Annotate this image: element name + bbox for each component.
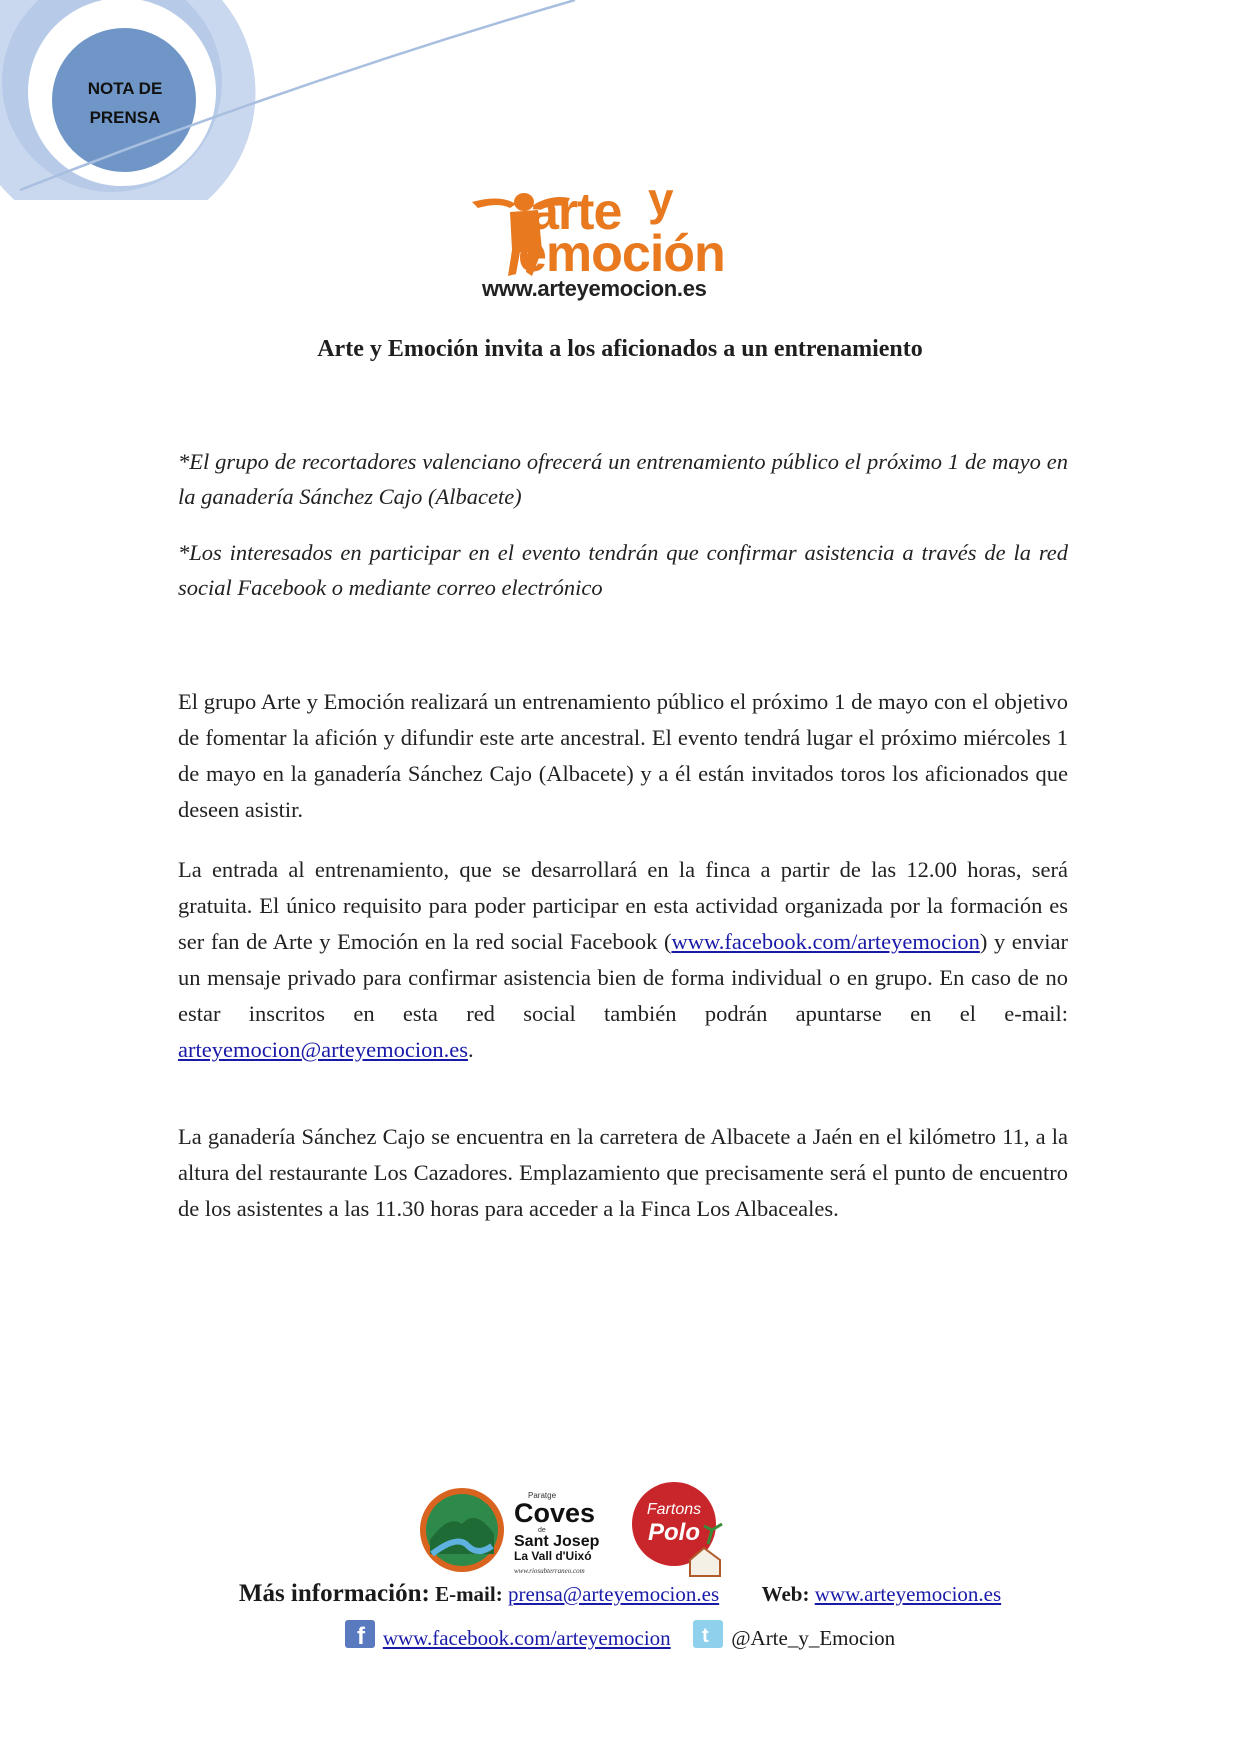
paragraph-2 <box>178 852 1068 1068</box>
fartons-line-1: Fartons <box>646 1501 702 1518</box>
logo-url: www.arteyemocion.es <box>482 276 707 301</box>
coves-place: La Vall d'Uixó <box>514 1549 592 1563</box>
press-release-badge <box>60 74 190 132</box>
paragraph-2-text-b: ) y enviar un mensaje privado para confirmar asistencia bien de forma individual o en grupo. En caso de no estar inscritos en esta red social también podrán apuntarse en el e-mail: <box>178 929 1068 1026</box>
logo-word-y: y <box>648 173 674 225</box>
coves-name-2: Sant Josep <box>514 1533 600 1550</box>
subtitle-1: *El grupo de recortadores valenciano ofrecerá un entrenamiento público el próximo 1 de mayo en la ganadería Sánchez Cajo (Albacete) <box>178 449 1068 509</box>
twitter-icon <box>693 1620 723 1648</box>
subtitle-2: *Los interesados en participar en el evento tendrán que confirmar asistencia a través de la red social Facebook o mediante correo electrónico <box>178 540 1068 600</box>
logo-word-arte: arte <box>530 183 622 241</box>
logo-word-emocion: emoción <box>518 225 725 283</box>
paragraph-1: El grupo Arte y Emoción realizará un entrenamiento público el próximo 1 de mayo con el objetivo de fomentar la afición y difundir este arte ancestral. El evento tendrá lugar el próximo miércoles 1 de mayo en la ganadería Sánchez Cajo (Albacete) y a él están invitados toros los aficionados que deseen asistir. <box>178 689 1068 822</box>
page-title: Arte y Emoción invita a los aficionados a un entrenamiento <box>317 336 923 362</box>
badge-line-2: PRENSA <box>89 108 161 127</box>
facebook-link[interactable]: www.facebook.com/arteyemocion <box>671 929 980 954</box>
paragraph-2-text-end: . <box>467 1037 474 1062</box>
twitter-handle: @Arte_y_Emocion <box>731 1626 896 1650</box>
svg-text:f: f <box>356 1623 365 1649</box>
svg-text:t: t <box>702 1625 709 1648</box>
fartons-polo-logo <box>630 1478 730 1583</box>
email-link[interactable]: arteyemocion@arteyemocion.es <box>178 1037 468 1062</box>
email-label: E-mail: <box>435 1582 503 1606</box>
more-info-label: Más información: <box>238 1580 430 1607</box>
footer-facebook-link[interactable]: www.facebook.com/arteyemocion <box>382 1626 671 1650</box>
social-line <box>0 1623 1240 1654</box>
footer-email-link[interactable]: prensa@arteyemocion.es <box>507 1582 720 1606</box>
fartons-line-2: Polo <box>648 1519 700 1546</box>
coves-small: Paratge <box>528 1491 557 1500</box>
web-label: Web: <box>761 1582 810 1606</box>
coves-web: www.riosubterraneo.com <box>514 1567 585 1575</box>
contact-line <box>0 1580 1240 1608</box>
coves-de: de <box>538 1527 546 1534</box>
facebook-icon <box>345 1620 375 1648</box>
paragraph-2-text-a: La entrada al entrenamiento, que se desarrollará en la finca a partir de las 12.00 horas, será gratuita. El único requisito para poder participar en esta actividad organizada por la formación es ser fan de Arte y Emoción en la red social Facebook ( <box>178 857 1068 954</box>
badge-line-1: NOTA DE <box>87 79 163 98</box>
footer-web-link[interactable]: www.arteyemocion.es <box>814 1582 1002 1606</box>
coves-name-1: Coves <box>514 1498 596 1528</box>
paragraph-3: La ganadería Sánchez Cajo se encuentra en la carretera de Albacete a Jaén en el kilómetro 11, a la altura del restaurante Los Cazadores. Emplazamiento que precisamente será el punto de encuentro de los asistentes a las 11.30 horas para acceder a la Finca Los Albaceales. <box>178 1124 1068 1221</box>
coves-sant-josep-logo <box>418 1484 608 1580</box>
